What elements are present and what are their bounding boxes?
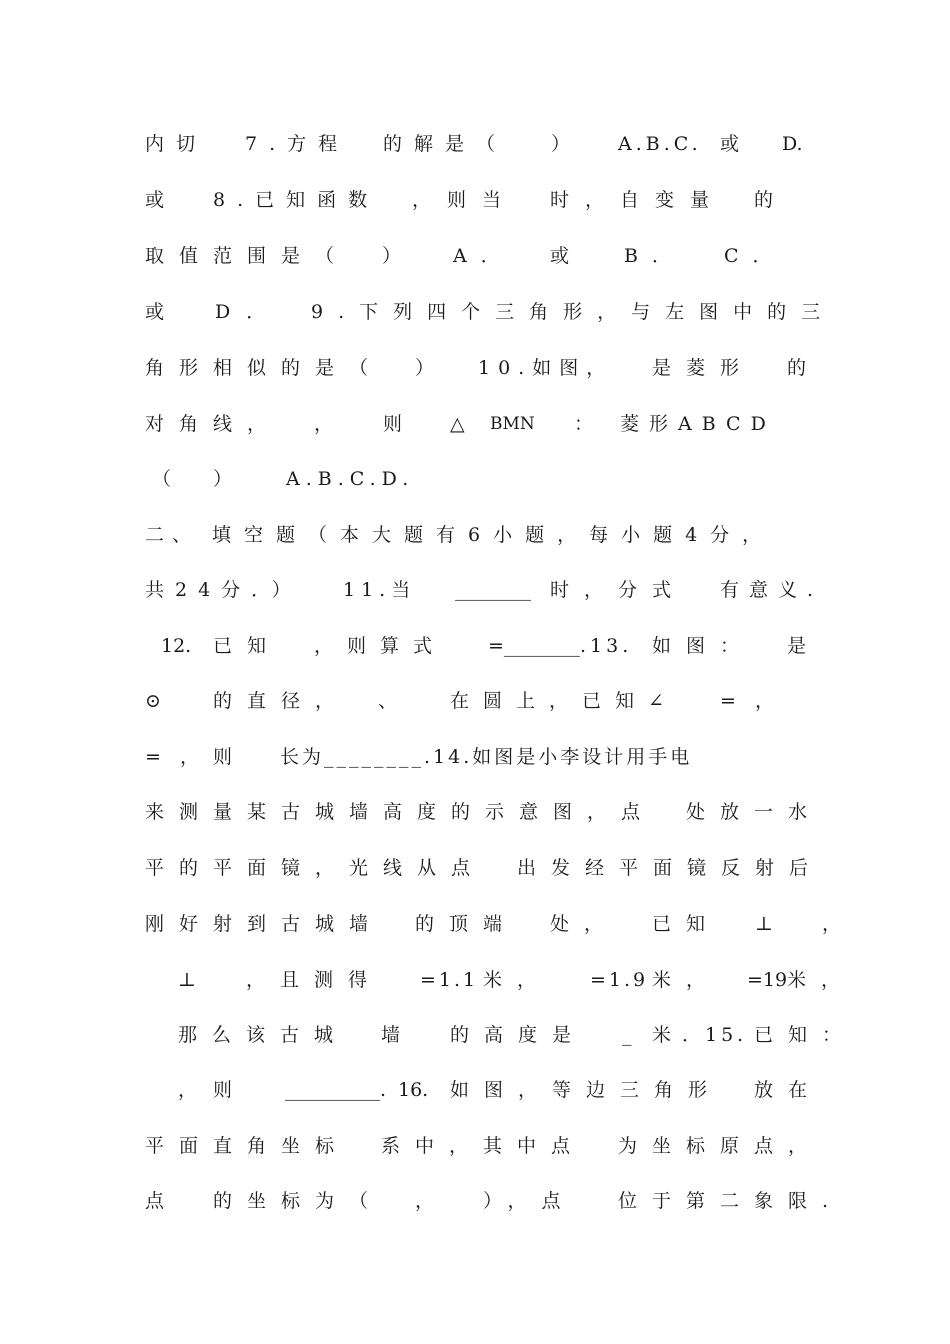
- text-segment: ）: [213, 468, 233, 490]
- text-segment: 菱形ABCD: [620, 413, 776, 435]
- text-segment: ：: [574, 413, 594, 435]
- text-segment: 或: [550, 245, 570, 267]
- text-line: [0, 904, 950, 944]
- text-segment: ，: [415, 1190, 435, 1212]
- text-segment: 来测量某古城墙高度的示意图，点: [145, 801, 656, 823]
- text-segment: ，: [178, 1079, 198, 1101]
- text-segment: 则: [213, 746, 233, 768]
- text-segment: 内切: [145, 133, 208, 155]
- text-segment: 出发经平面镜反射后: [517, 857, 824, 879]
- text-segment: 墙: [381, 1024, 401, 1046]
- text-segment: 时，分式: [550, 579, 687, 601]
- text-segment: .13.: [580, 635, 633, 657]
- text-segment: ________: [455, 579, 531, 601]
- text-segment: 12.: [161, 635, 192, 657]
- text-segment: 填空题（本大题有6小题，每小题4分，: [212, 524, 775, 546]
- text-segment: 是: [787, 635, 807, 657]
- text-segment: 的高度是: [450, 1024, 587, 1046]
- text-line: [0, 737, 950, 777]
- text-segment: 有意义.: [720, 579, 824, 601]
- text-segment: =________: [488, 635, 580, 657]
- text-line: [0, 515, 950, 555]
- text-line: [0, 459, 950, 499]
- text-segment: ，则当: [412, 189, 518, 211]
- text-segment: 或: [720, 133, 740, 155]
- text-segment: ⊥: [755, 913, 773, 935]
- text-segment: ）: [415, 357, 435, 379]
- text-segment: 那么该古城: [178, 1024, 349, 1046]
- text-segment: ，: [180, 746, 200, 768]
- text-segment: 7.方程: [245, 133, 350, 155]
- text-segment: =: [720, 690, 736, 712]
- text-segment: 处放一水: [686, 801, 823, 823]
- text-segment: 的坐标为（: [213, 1190, 384, 1212]
- text-segment: 共24分．）: [145, 579, 302, 601]
- text-line: [0, 1126, 950, 1166]
- text-line: [0, 792, 950, 832]
- text-segment: 的顶端: [415, 913, 518, 935]
- text-segment: ，则算式: [314, 635, 447, 657]
- text-segment: 的: [754, 189, 774, 211]
- text-segment: ，且测得: [246, 969, 383, 991]
- text-segment: 刚好射到古城墙: [145, 913, 384, 935]
- text-segment: 11.当: [343, 579, 417, 601]
- text-segment: 系中，其中点: [381, 1135, 586, 1157]
- text-segment: 已知: [213, 635, 282, 657]
- text-segment: =1.9: [590, 969, 649, 991]
- text-segment: 角形相似的是（: [145, 357, 384, 379]
- text-segment: __________.: [285, 1079, 387, 1101]
- text-segment: 平的平面镜，光线从点: [145, 857, 486, 879]
- text-segment: 或: [145, 301, 165, 323]
- text-line: [0, 1181, 950, 1221]
- text-segment: 10.如图，: [478, 357, 614, 379]
- text-segment: A．: [453, 245, 514, 267]
- text-segment: ，: [314, 413, 334, 435]
- text-segment: 则: [383, 413, 403, 435]
- text-segment: BMN: [490, 414, 535, 434]
- text-line: [0, 681, 950, 721]
- text-segment: A.B.C.D.: [286, 468, 415, 490]
- text-segment: D.: [782, 133, 803, 155]
- text-segment: C．: [724, 245, 786, 267]
- text-segment: 已知: [652, 913, 721, 935]
- text-segment: 二、: [145, 524, 200, 546]
- text-line: [0, 848, 950, 888]
- text-segment: 9.下列四个三角形，与左图中的三: [311, 301, 836, 323]
- text-segment: ），点: [483, 1190, 576, 1212]
- text-segment: 、: [378, 690, 398, 712]
- text-line: [0, 236, 950, 276]
- text-segment: ．15.: [682, 1024, 748, 1046]
- text-segment: ）: [551, 133, 571, 155]
- text-segment: 米，: [652, 969, 721, 991]
- text-line: [0, 124, 950, 164]
- text-line: [0, 292, 950, 332]
- text-segment: 位于第二象限.: [618, 1190, 844, 1212]
- text-segment: 为坐标原点，: [618, 1135, 823, 1157]
- text-segment: 的: [787, 357, 807, 379]
- text-segment: 8.已知函数: [213, 189, 380, 211]
- text-segment: _: [622, 1024, 632, 1046]
- text-segment: 米: [652, 1024, 672, 1046]
- text-segment: 是菱形: [652, 357, 755, 379]
- text-line: [0, 626, 950, 666]
- text-segment: △: [450, 413, 465, 435]
- text-segment: 米，: [483, 969, 552, 991]
- text-segment: =: [145, 746, 161, 768]
- text-segment: ⊥: [178, 969, 196, 991]
- text-segment: ）: [382, 245, 402, 267]
- text-segment: 时，自变量: [550, 189, 726, 211]
- text-segment: 放在: [754, 1079, 823, 1101]
- text-segment: B．: [624, 245, 685, 267]
- text-segment: =1.1: [420, 969, 479, 991]
- text-segment: 16.: [398, 1079, 429, 1101]
- text-line: [0, 960, 950, 1000]
- text-segment: 如图，等边三角形: [450, 1079, 723, 1101]
- text-segment: ，: [822, 913, 842, 935]
- text-segment: 平面直角坐标: [145, 1135, 350, 1157]
- text-segment: 长为________.14.如图是小李设计用手电: [280, 746, 693, 768]
- text-segment: 取值范围是（: [145, 245, 350, 267]
- text-segment: 的解是（: [383, 133, 508, 155]
- text-segment: D．: [215, 301, 282, 323]
- text-segment: 如图：: [652, 635, 755, 657]
- text-segment: 米，: [787, 969, 856, 991]
- text-line: [0, 1070, 950, 1110]
- text-segment: 在圆上，已知∠: [450, 690, 678, 712]
- text-line: [0, 1015, 950, 1055]
- text-segment: 对角线，: [145, 413, 282, 435]
- text-segment: ，: [755, 690, 775, 712]
- text-line: [0, 180, 950, 220]
- text-segment: 点: [145, 1190, 165, 1212]
- text-segment: 或: [145, 189, 165, 211]
- text-line: [0, 404, 950, 444]
- text-line: [0, 348, 950, 388]
- text-segment: 已知：: [754, 1024, 857, 1046]
- text-line: [0, 570, 950, 610]
- text-segment: （: [152, 468, 172, 490]
- text-segment: 则: [213, 1079, 233, 1101]
- text-segment: 处，: [550, 913, 619, 935]
- text-segment: =19: [747, 969, 788, 991]
- text-segment: 的直径，: [213, 690, 350, 712]
- text-segment: A.B.C.: [618, 133, 702, 155]
- text-segment: ⊙: [145, 690, 161, 712]
